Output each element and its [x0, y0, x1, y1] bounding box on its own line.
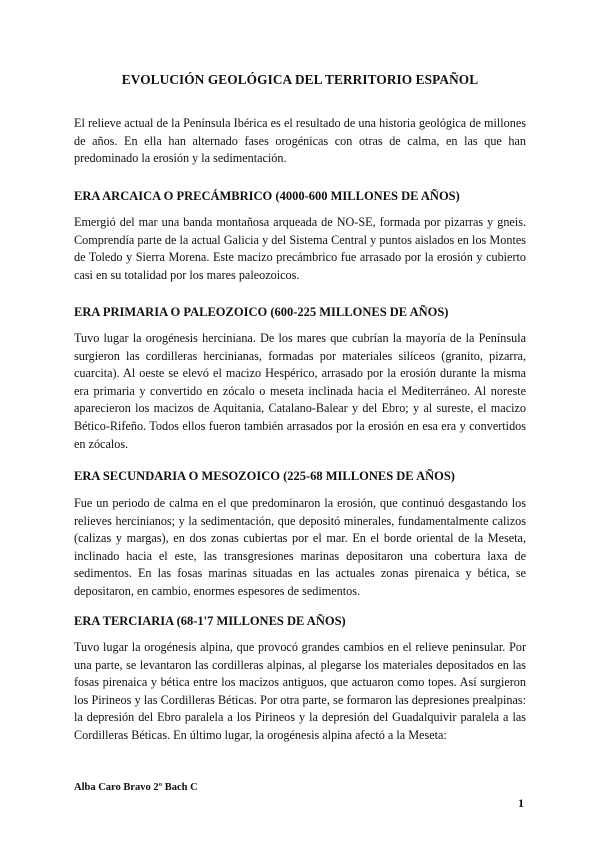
intro-paragraph: El relieve actual de la Península Ibérica es el resultado de una historia geológica de millones de años. En ella han alternado fases orogénicas con otras de calma, en las que han predominado la erosión y la sedimentación. [74, 116, 526, 166]
section-body-paleozoico: Tuvo lugar la orogénesis herciniana. De los mares que cubrían la mayoría de la Península surgieron las cordilleras hercinianas, formadas por materiales silíceos (granito, pizarra, cuarcita). Al oeste se elevó el macizo Hespérico, arrasado por la erosión durante la misma era primaria y convertido en zócalo o meseta inclinada hacia el Mediterráneo. Al noreste aparecieron los macizos de Aquitania, Catalano-Balear y del Ebro; y al sureste, el macizo Bético-Rifeño. Todos ellos fueron también arrasados por la erosión en esa era y convertidos en zócalos. [74, 331, 526, 451]
section-body-precambrico: Emergió del mar una banda montañosa arqueada de NO-SE, formada por pizarras y gneis. Comprendía parte de la actual Galicia y del Sistema Central y puntos aislados en los Montes de Toledo y Sierra Morena. Este macizo precámbrico fue arrasado por la erosión y cubierto casi en su totalidad por los mares paleozoicos. [74, 215, 526, 282]
section-body-mesozoico: Fue un periodo de calma en el que predominaron la erosión, que continuó desgastando los relieves hercinianos; y la sedimentación, que depositó minerales, fundamentalmente calizos (calizas y margas), en dos zonas cubiertas por el mar. En el borde oriental de la Meseta, inclinado hacia el este, las transgresiones marinas depositaron una cobertura laxa de sedimentos. En las fosas marinas situadas en las actuales zonas pirenaica y bética, se depositaron, en cambio, enormes espesores de sedimentos. [74, 496, 526, 598]
section-heading-terciaria: ERA TERCIARIA (68-1'7 MILLONES DE AÑOS) [74, 614, 346, 628]
page-number: 1 [518, 796, 524, 810]
section-heading-paleozoico: ERA PRIMARIA O PALEOZOICO (600-225 MILLONES DE AÑOS) [74, 305, 449, 319]
section-heading-mesozoico: ERA SECUNDARIA O MESOZOICO (225-68 MILLONES DE AÑOS) [74, 469, 455, 483]
section-body-terciaria: Tuvo lugar la orogénesis alpina, que provocó grandes cambios en el relieve peninsular. Por una parte, se levantaron las cordilleras alpinas, al plegarse los materiales depositados en las fosas pirenaica y bética entre los macizos antiguos, que actuaron como topes. Así surgieron los Pirineos y las Cordilleras Béticas. Por otra parte, se formaron las depresiones prealpinas: la depresión del Ebro paralela a los Pirineos y la depresión del Guadalquivir paralela a las Cordilleras Béticas. En último lugar, la orogénesis alpina afectó a la Meseta: [74, 640, 526, 742]
footer-author: Alba Caro Bravo 2º Bach C [74, 782, 198, 793]
section-heading-precambrico: ERA ARCAICA O PRECÁMBRICO (4000-600 MILLONES DE AÑOS) [74, 189, 460, 203]
document-title: EVOLUCIÓN GEOLÓGICA DEL TERRITORIO ESPAÑOL [121, 72, 479, 87]
